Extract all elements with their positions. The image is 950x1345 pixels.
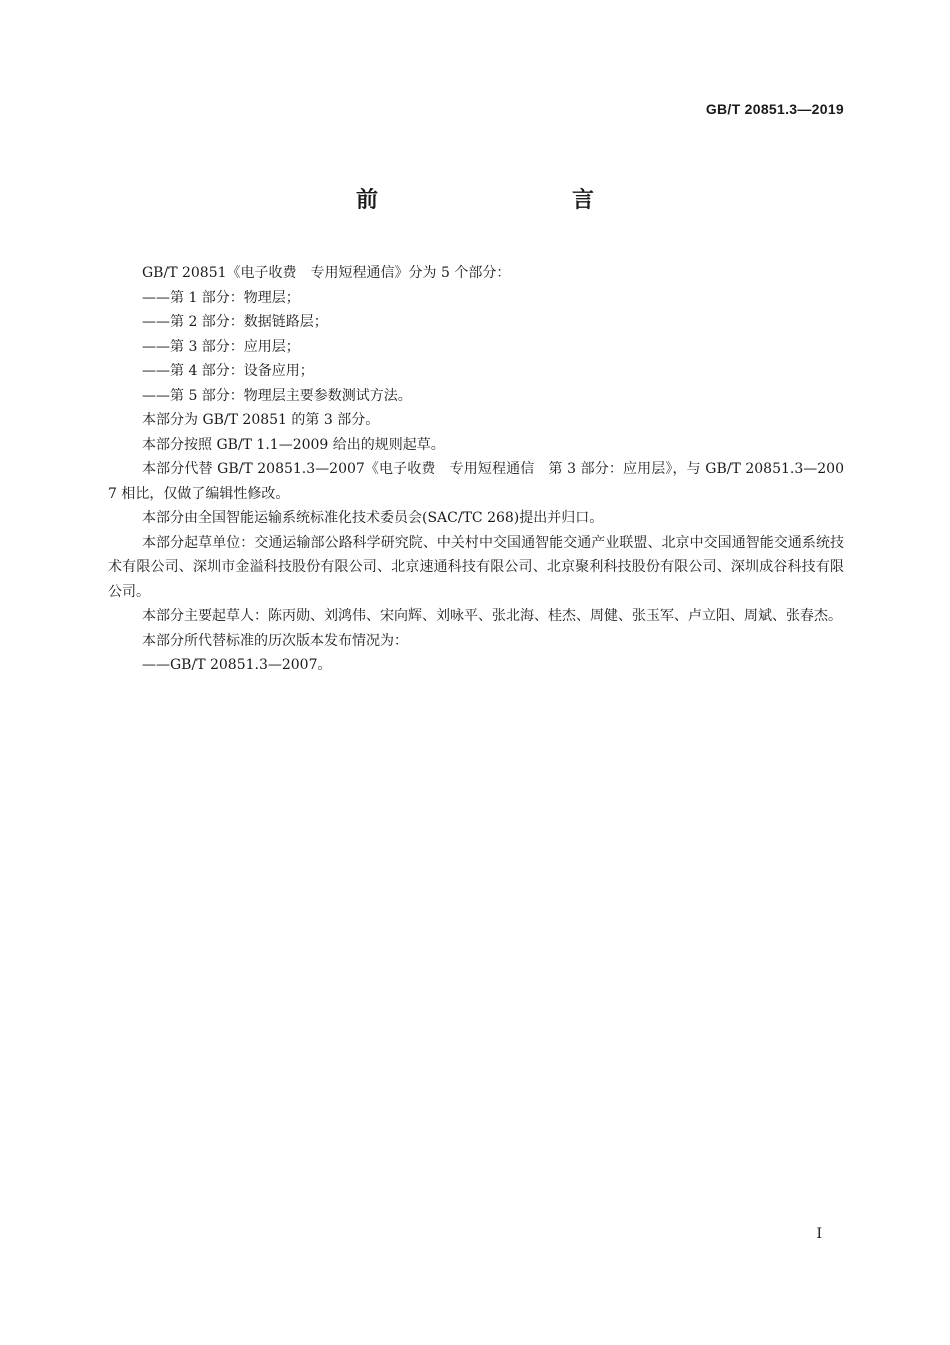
paragraph-drafting-units: 本部分起草单位：交通运输部公路科学研究院、中关村中交国通智能交通产业联盟、北京中交国通智能交通系统技术有限公司、深圳市金溢科技股份有限公司、北京速通科技有限公司、北京聚利科技股份有限公司、深圳成谷科技有限公司。	[108, 534, 844, 600]
paragraph-proposer: 本部分由全国智能运输系统标准化技术委员会(SAC/TC 268)提出并归口。	[142, 510, 604, 526]
list-item-part-4: ——第 4 部分：设备应用；	[142, 363, 314, 379]
paragraph-drafting-rules: 本部分按照 GB/T 1.1—2009 给出的规则起草。	[142, 436, 445, 453]
foreword-body	[108, 261, 844, 678]
paragraph-intro: GB/T 20851《电子收费 专用短程通信》分为 5 个部分：	[142, 265, 511, 281]
paragraph-previous-editions: 本部分所代替标准的历次版本发布情况为：	[142, 632, 408, 649]
list-item-previous-edition: ——GB/T 20851.3—2007。	[142, 657, 332, 673]
paragraph-drafters: 本部分主要起草人：陈丙勋、刘鸿伟、宋向辉、刘咏平、张北海、桂杰、周健、张玉军、卢立阳、周斌、张春杰。	[142, 608, 842, 624]
list-item-part-1: ——第 1 部分：物理层；	[142, 289, 300, 306]
standard-code: GB/T 20851.3—2019	[705, 101, 844, 117]
paragraph-replacement: 本部分代替 GB/T 20851.3—2007《电子收费 专用短程通信 第 3 部分：应用层》，与 GB/T 20851.3—2007 相比，仅做了编辑性修改。	[108, 461, 844, 502]
list-item-part-2: ——第 2 部分：数据链路层；	[142, 314, 328, 330]
page-number: I	[816, 1226, 822, 1242]
page-title: 前 言	[355, 188, 644, 213]
paragraph-part-statement: 本部分为 GB/T 20851 的第 3 部分。	[142, 412, 380, 428]
list-item-part-3: ——第 3 部分：应用层；	[142, 338, 300, 355]
list-item-part-5: ——第 5 部分：物理层主要参数测试方法。	[142, 387, 412, 404]
